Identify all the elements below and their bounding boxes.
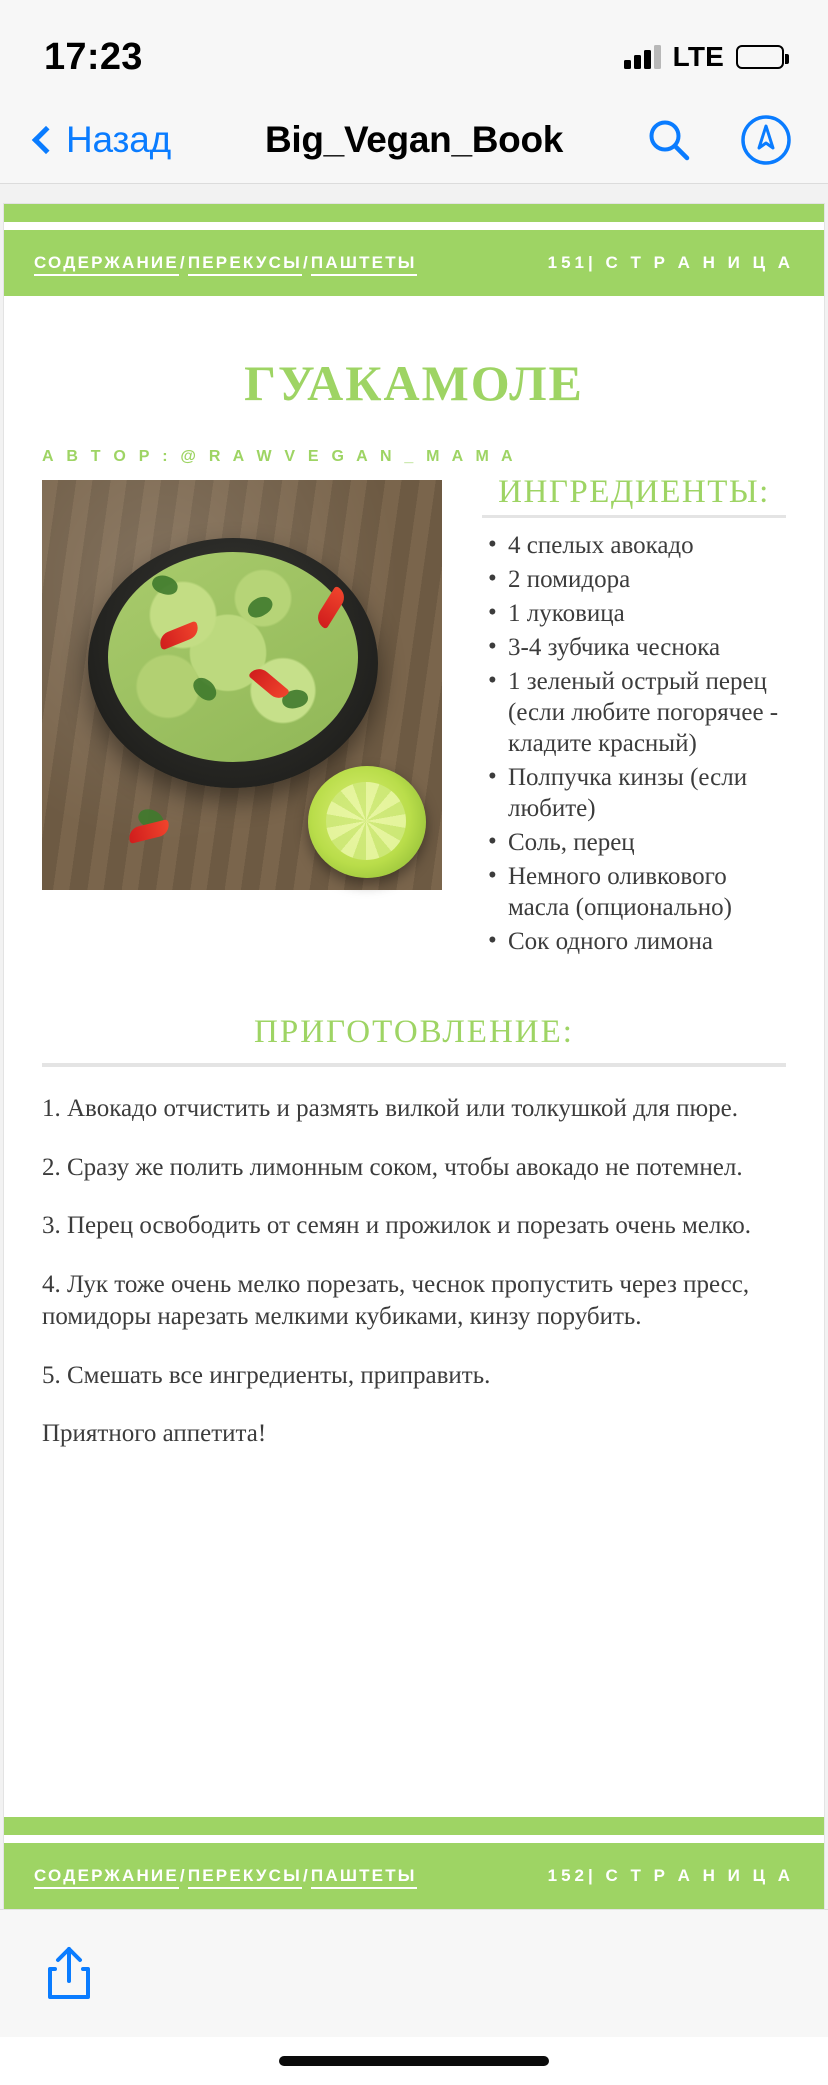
status-indicators [624,41,784,73]
list-item: • Немного оливкового масла (опционально) [482,861,786,923]
step-item: 2. Сразу же полить лимонным соком, чтобы авокадо не потемнел. [42,1153,743,1181]
page-blank-space [4,1517,824,1817]
share-icon[interactable] [44,1943,94,2003]
breadcrumb-header: СОДЕРЖАНИЕ/ПЕРЕКУСЫ/ПАШТЕТЫ [34,253,417,273]
status-bar [0,0,828,96]
network-type-label: LTE [672,41,724,72]
list-item: • Сок одного лимона [482,926,786,957]
step-item: 5. Смешать все ингредиенты, приправить. [42,1361,491,1389]
list-item: • 1 луковица [482,598,786,629]
breadcrumb-footer: СОДЕРЖАНИЕ/ПЕРЕКУСЫ/ПАШТЕТЫ [34,1866,417,1886]
preparation-divider [42,1063,786,1067]
list-item: • 4 спелых авокадо [482,530,786,561]
page-header-band [4,230,824,296]
recipe-title: ГУАКАМОЛЕ [244,355,584,411]
home-indicator-area [0,2037,828,2085]
list-item: • Соль, перец [482,827,786,858]
search-icon[interactable] [644,115,694,165]
author-credit: А В Т О Р : @ R A W V E G A N _ M A M A [42,448,517,465]
signal-bars-icon [624,45,661,69]
breadcrumb-item: СОДЕРЖАНИЕ [34,253,179,276]
page-footer-band [4,1843,824,1909]
breadcrumb-item: ПАШТЕТЫ [311,1866,417,1889]
recipe-content-row [4,448,824,960]
preparation-steps [4,1093,824,1517]
chevron-left-icon [32,125,60,153]
step-item: 3. Перец освободить от семян и прожилок и порезать очень мелко. [42,1212,751,1239]
preparation-title: ПРИГОТОВЛЕНИЕ: [254,1014,574,1050]
list-item: • Полпучка кинзы (если любите) [482,762,786,824]
status-time: 17:23 [44,35,143,78]
back-button[interactable] [36,119,171,161]
closing-note: Приятного аппетита! [42,1420,267,1447]
battery-icon [736,45,784,69]
list-item: • 1 зеленый острый перец (если любите погорячее - кладите красный) [482,666,786,759]
navigation-bar [0,96,828,184]
page-title: Big_Vegan_Book [264,118,564,160]
step-item: 1. Авокадо отчистить и размять вилкой или толкушкой для пюре. [42,1095,738,1122]
ingredients-column [482,448,786,960]
bottom-accent-strip [4,1817,824,1835]
step-item: 4. Лук тоже очень мелко порезать, чеснок пропустить через пресс, помидоры нарезать мелкими кубиками, кинзу порубить. [42,1270,750,1330]
home-indicator[interactable] [279,2056,549,2066]
document-page [4,204,824,1909]
breadcrumb-item: ПАШТЕТЫ [311,253,417,276]
breadcrumb-item: СОДЕРЖАНИЕ [34,1866,179,1889]
breadcrumb-item: ПЕРЕКУСЫ [188,253,302,276]
ingredients-title: ИНГРЕДИЕНТЫ: [498,474,770,510]
back-button-label: Назад [66,118,172,160]
breadcrumb-item: ПЕРЕКУСЫ [188,1866,302,1889]
guacamole-photo [42,480,442,890]
top-accent-strip [4,204,824,222]
list-item: • 2 помидора [482,564,786,595]
markup-pen-icon[interactable] [740,114,792,166]
list-item: • 3-4 зубчика чеснока [482,632,786,663]
page-number-footer: 152| С Т Р А Н И Ц А [547,1865,794,1885]
nav-actions [644,114,792,166]
ingredients-divider [482,515,786,518]
ingredients-list [482,530,786,957]
document-scroll-area[interactable] [0,184,828,1909]
bottom-toolbar [0,1909,828,2037]
page-number-header: 151| С Т Р А Н И Ц А [547,253,794,272]
photo-column [42,448,517,890]
